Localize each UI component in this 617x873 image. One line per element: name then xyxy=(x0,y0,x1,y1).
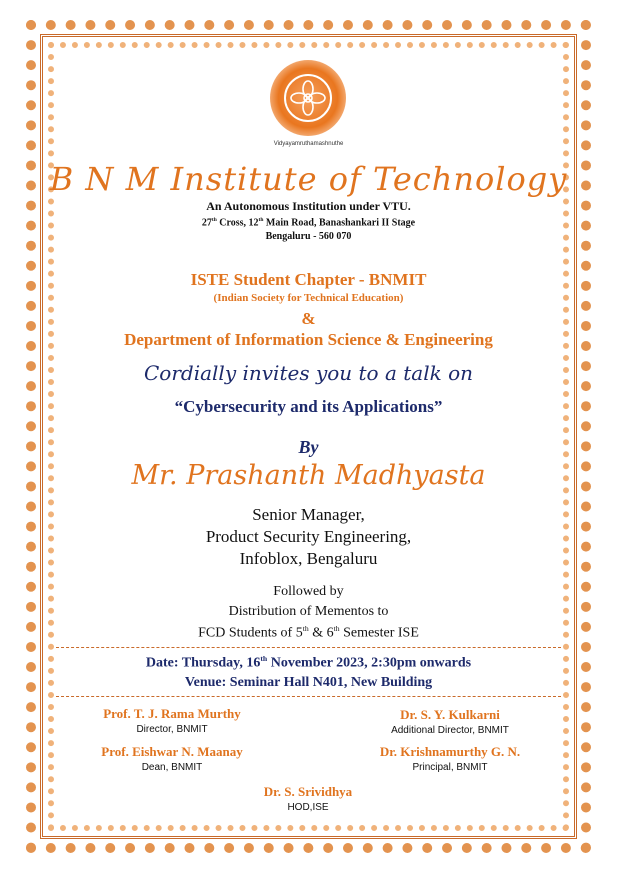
institute-motto: Vidyayamruthamashnuthe xyxy=(273,141,344,147)
signatory-name: Dr. Krishnamurthy G. N. xyxy=(379,744,521,759)
divider-top xyxy=(56,647,561,648)
signatory-role: Principal, BNMIT xyxy=(412,762,488,773)
signatory-role: Director, BNMIT xyxy=(136,724,208,735)
divider-bottom xyxy=(56,696,561,697)
students-line: FCD Students of 5th & 6th Semester ISE xyxy=(198,624,419,641)
invitation-line: Cordially invites you to a talk on xyxy=(144,361,473,385)
event-date: Date: Thursday, 16th November 2023, 2:30pm onwards xyxy=(145,654,472,671)
iste-full-name: (Indian Society for Technical Education) xyxy=(213,292,404,304)
signatory-additional-director xyxy=(350,707,550,736)
institute-logo xyxy=(270,60,346,136)
speaker-name: Mr. Prashanth Madhyasta xyxy=(131,460,486,491)
event-venue: Venue: Seminar Hall N401, New Building xyxy=(184,675,433,690)
signatory-name: Prof. T. J. Rama Murthy xyxy=(103,706,241,721)
address-line-1: 27th Cross, 12th Main Road, Banashankari II Stage xyxy=(201,217,416,229)
institute-name: B N M Institute of Technology xyxy=(49,160,568,198)
speaker-designation-2: Product Security Engineering, xyxy=(205,527,412,546)
signatory-principal xyxy=(350,744,550,773)
signatory-name: Dr. S. Y. Kulkarni xyxy=(400,707,500,722)
iste-chapter: ISTE Student Chapter - BNMIT xyxy=(190,270,427,289)
talk-topic: “Cybersecurity and its Applications” xyxy=(174,397,443,416)
signatory-name: Prof. Eishwar N. Maanay xyxy=(101,744,243,759)
department-name: Department of Information Science & Engineering xyxy=(124,330,493,349)
signatory-dean xyxy=(72,744,272,773)
signatory-role: Dean, BNMIT xyxy=(141,762,203,773)
speaker-designation-1: Senior Manager, xyxy=(252,505,365,524)
signatory-role: Additional Director, BNMIT xyxy=(391,725,509,736)
ampersand: & xyxy=(301,309,316,328)
by-label: By xyxy=(298,437,319,457)
speaker-designation-3: Infoblox, Bengaluru xyxy=(239,549,378,568)
address-line-2: Bengaluru - 560 070 xyxy=(265,231,352,242)
mementos-line: Distribution of Mementos to xyxy=(228,604,389,619)
lotus-emblem-icon xyxy=(288,78,328,118)
followed-by: Followed by xyxy=(273,584,344,599)
signatory-director xyxy=(72,706,272,735)
signatory-hod xyxy=(208,784,408,813)
signatory-role: HOD,ISE xyxy=(287,802,329,813)
autonomous-line: An Autonomous Institution under VTU. xyxy=(206,199,411,213)
signatory-name: Dr. S. Srividhya xyxy=(263,784,353,799)
